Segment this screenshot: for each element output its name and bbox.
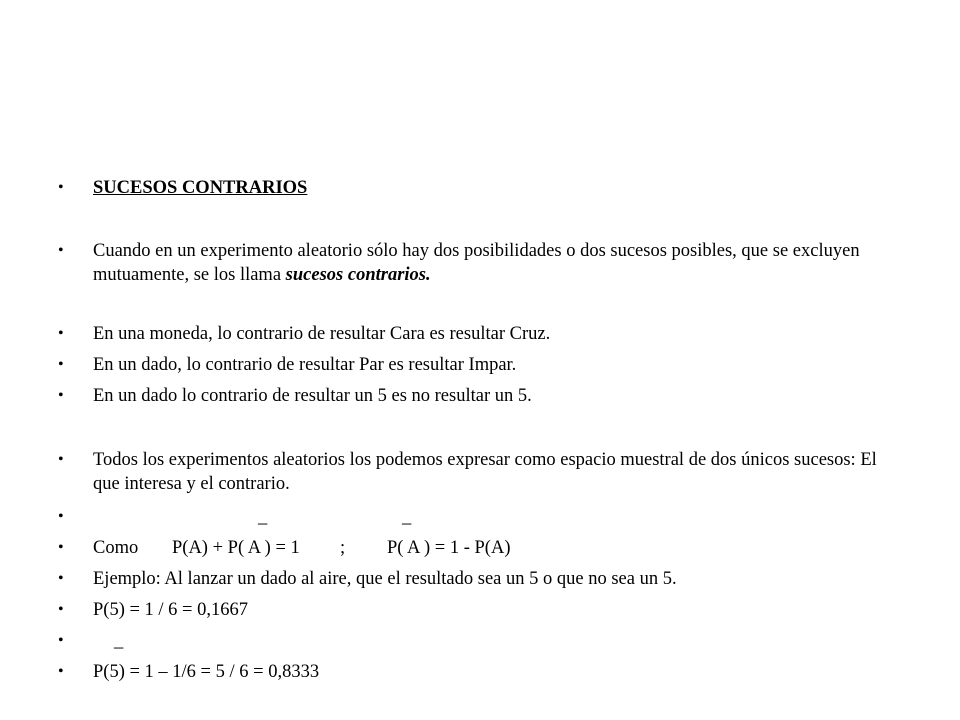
formula-label: Como <box>93 538 139 558</box>
definition-text: Cuando en un experimento aleatorio sólo hay dos posibilidades o dos sucesos posibles, que se excluyen mutuamente, se los llama <box>93 241 860 285</box>
complement-probability-text: P(5) = 1 – 1/6 = 5 / 6 = 0,8333 <box>93 662 320 682</box>
formula-sum: P(A) + P( A ) = 1 <box>172 538 300 558</box>
formula-separator: ; <box>340 538 346 558</box>
bullet-marker: • <box>58 601 64 618</box>
bullet-marker: • <box>58 356 64 373</box>
bullet-marker: • <box>58 179 64 196</box>
bullet-marker: • <box>58 539 64 556</box>
bullet-marker: • <box>58 451 64 468</box>
definition-emphasis: sucesos contrarios. <box>285 265 431 285</box>
complement-bar: _ <box>258 507 268 527</box>
probability-text: P(5) = 1 / 6 = 0,1667 <box>93 600 248 620</box>
formula-complement: P( A ) = 1 - P(A) <box>387 538 511 558</box>
sample-space-text: Todos los experimentos aleatorios los podemos expresar como espacio muestral de dos únicos sucesos: El que interesa y el contrario. <box>93 450 877 494</box>
bullet-marker: • <box>58 508 64 525</box>
die-five-text: En un dado lo contrario de resultar un 5 es no resultar un 5. <box>93 386 532 406</box>
complement-bar: _ <box>402 507 412 527</box>
complement-bar: _ <box>114 631 124 651</box>
example-text: Ejemplo: Al lanzar un dado al aire, que el resultado sea un 5 o que no sea un 5. <box>93 569 677 589</box>
definition-paragraph <box>93 239 893 287</box>
die-parity-text: En un dado, lo contrario de resultar Par es resultar Impar. <box>93 355 517 375</box>
bullet-marker: • <box>58 663 64 680</box>
bullet-marker: • <box>58 242 64 259</box>
section-heading: SUCESOS CONTRARIOS <box>93 178 308 198</box>
bullet-marker: • <box>58 632 64 649</box>
bullet-marker: • <box>58 325 64 342</box>
bullet-marker: • <box>58 387 64 404</box>
bullet-marker: • <box>58 570 64 587</box>
coin-example-text: En una moneda, lo contrario de resultar Cara es resultar Cruz. <box>93 324 551 344</box>
